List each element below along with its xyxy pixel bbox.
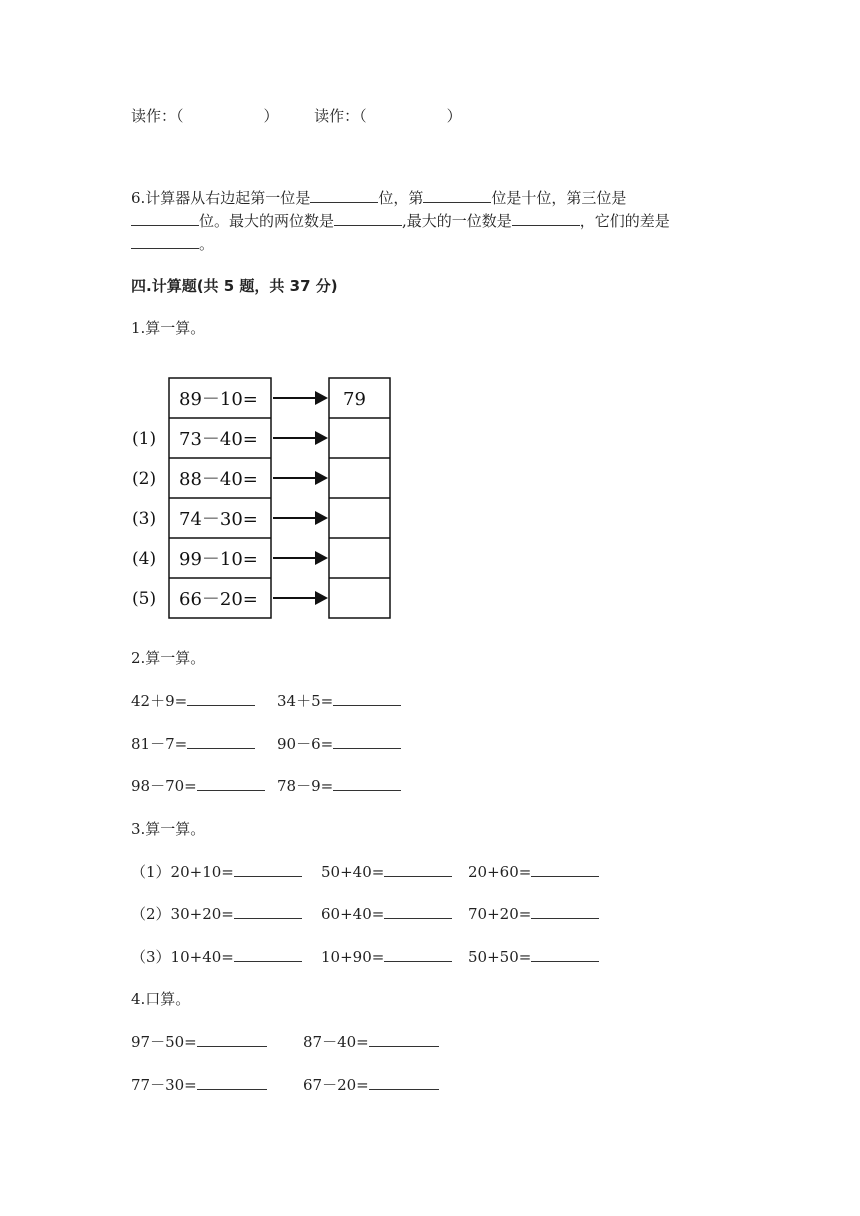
problem-3-item [321,947,452,967]
answer-blank[interactable] [512,211,580,226]
read-as-close-b: ） [446,107,462,125]
answer-blank[interactable] [531,862,599,877]
answer-blank[interactable] [234,947,302,962]
equation-text: 42＋9= [131,692,188,710]
q6-text: ,最大的一位数是 [402,212,512,230]
problem-2-item [131,776,265,796]
answer-blank[interactable] [187,691,255,706]
problem-1-title: 1.算一算。 [131,319,206,337]
row-number: (2) [132,469,157,489]
section-4-heading: 四.计算题(共 5 题，共 37 分) [131,277,338,295]
read-as-row [131,106,462,126]
arrow-icon [273,551,328,565]
equation-text: 50+40= [321,863,385,881]
answer-blank[interactable] [131,211,199,226]
problem-3-item [131,904,302,924]
equation-text: 87－40= [303,1033,369,1051]
equation-text: 34＋5= [277,692,334,710]
equation-text: 97－50= [131,1033,197,1051]
equation-text: 67－20= [303,1076,369,1094]
q6-text: ，它们的差是 [579,212,670,230]
answer-blank[interactable] [384,947,452,962]
q6-line-2 [131,211,670,231]
equation-text: 70+20= [468,905,532,923]
equation-text: 50+50= [468,948,532,966]
problem-2-item [131,691,255,711]
read-as-close-a: ） [263,107,279,125]
arrow-icon [273,391,328,405]
answer-blank[interactable] [131,234,199,249]
problem-3-item [321,904,452,924]
answer-blank[interactable] [369,1075,439,1090]
equation-text: （1）20+10= [131,863,234,881]
arrow-icon [273,471,328,485]
row-number: (4) [132,549,157,569]
row-expression: 99－10= [179,549,258,570]
example-expression: 89－10= [179,389,258,410]
q6-line-3 [131,234,214,254]
problem-2-title: 2.算一算。 [131,649,206,667]
answer-blank[interactable] [384,904,452,919]
answer-blank[interactable] [234,862,302,877]
answer-blank[interactable] [384,862,452,877]
q6-text: 位是十位，第三位是 [491,189,627,207]
problem-3-item [468,862,599,882]
equation-text: 20+60= [468,863,532,881]
q6-line-1 [131,188,626,208]
read-as-label-a: 读作：（ [131,107,184,125]
answer-blank[interactable] [234,904,302,919]
problem-4-item [303,1032,439,1052]
equation-text: （3）10+40= [131,948,234,966]
subtraction-table-figure [128,372,398,628]
equation-text: 98－70= [131,777,197,795]
answer-blank[interactable] [197,1032,267,1047]
problem-4-item [303,1075,439,1095]
answer-blank[interactable] [423,188,491,203]
answer-blank[interactable] [531,904,599,919]
problem-2-item [277,776,401,796]
row-expression: 66－20= [179,589,258,610]
answer-blank[interactable] [197,1075,267,1090]
row-number: (3) [132,509,157,529]
answer-blank[interactable] [531,947,599,962]
equation-text: （2）30+20= [131,905,234,923]
equation-text: 78－9= [277,777,334,795]
equation-text: 10+90= [321,948,385,966]
arrow-icon [273,431,328,445]
equation-text: 90－6= [277,735,334,753]
problem-2-item [277,691,401,711]
q6-text: 。 [199,235,215,253]
q6-text: 位，第 [378,189,424,207]
problem-3-item [468,904,599,924]
row-number: (5) [132,589,157,609]
q6-text: 位。最大的两位数是 [199,212,335,230]
answer-blank[interactable] [333,734,401,749]
row-expression: 74－30= [179,509,258,530]
answer-blank[interactable] [187,734,255,749]
equation-text: 60+40= [321,905,385,923]
problem-3-item [321,862,452,882]
problem-3-item [131,862,302,882]
problem-3-item [131,947,302,967]
answer-blank[interactable] [197,776,265,791]
read-as-label-b: 读作：（ [314,107,367,125]
answer-blank[interactable] [310,188,378,203]
problem-2-item [131,734,255,754]
answer-blank[interactable] [334,211,402,226]
equation-text: 77－30= [131,1076,197,1094]
answer-blank[interactable] [333,691,401,706]
row-number: (1) [132,429,157,449]
problem-4-item [131,1075,267,1095]
problem-4-item [131,1032,267,1052]
row-expression: 88－40= [179,469,258,490]
q6-text: 6.计算器从右边起第一位是 [131,189,311,207]
problem-2-item [277,734,401,754]
answer-blank[interactable] [369,1032,439,1047]
problem-3-title: 3.算一算。 [131,820,206,838]
equation-text: 81－7= [131,735,188,753]
row-expression: 73－40= [179,429,258,450]
example-answer: 79 [343,389,366,410]
arrow-icon [273,591,328,605]
arrow-icon [273,511,328,525]
problem-3-item [468,947,599,967]
answer-blank[interactable] [333,776,401,791]
problem-4-title: 4.口算。 [131,990,191,1008]
